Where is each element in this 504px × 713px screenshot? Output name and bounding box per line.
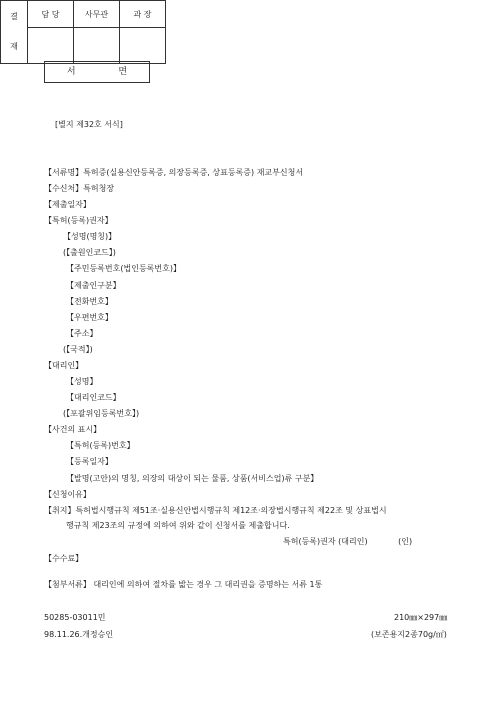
field-fee: 【수수료】: [44, 554, 84, 563]
footer-form-code: 50285-03011민: [44, 613, 106, 622]
field-postal-code: 【우편번호】: [66, 313, 113, 322]
field-patent-holder: 【특허(등록)권자】: [44, 216, 113, 225]
field-nationality: (【국적】): [63, 345, 93, 354]
approval-label-bottom: 재: [10, 42, 18, 51]
approval-sign-officer: [74, 28, 120, 64]
field-attachments: 【첨부서류】 대리인에 의하여 절차를 밟는 경우 그 대리권을 증명하는 서류 1통: [44, 580, 323, 589]
field-general-power-no: (【포괄위임등록번호】): [63, 409, 140, 418]
field-agent-code: 【대리인코드】: [66, 393, 121, 402]
field-address: 【주소】: [66, 329, 98, 338]
field-submission-date: 【제출일자】: [44, 200, 91, 209]
field-phone: 【전화번호】: [66, 297, 113, 306]
field-registration-date: 【등록일자】: [66, 457, 113, 466]
field-applicant-code: (【출원인코드】): [63, 248, 116, 257]
approval-sign-chief: [120, 28, 166, 64]
approval-label-top: 결: [10, 12, 18, 21]
approval-label: [1, 1, 28, 64]
footer-paper-type: (보존용지2종70g/㎡): [371, 630, 447, 639]
approval-col-officer: 사무관: [74, 1, 120, 28]
field-invention-title: 【발명(고안)의 명칭, 의장의 대상이 되는 물품, 상품(서비스업)류 구분】: [66, 474, 319, 483]
field-patent-number: 【특허(등록)번호】: [66, 441, 135, 450]
field-resident-number: 【주민등록번호(법인등록번호)】: [66, 264, 181, 273]
document-title: 서 면: [44, 61, 150, 83]
approval-stamp-table: [0, 0, 166, 64]
approval-col-chief: 과 장: [120, 1, 166, 28]
field-document-name: 【서류명】특허증(실용신안등록증, 의장등록증, 상표등록증) 재교부신청서: [44, 168, 304, 177]
field-case-indication: 【사건의 표시】: [44, 425, 102, 434]
approval-sign-staff: [28, 28, 74, 64]
field-purpose: 【취지】특허법시행규칙 제51조·실용신안법시행규칙 제12조·의장법시행규칙 제22조 및 상표법시: [44, 506, 387, 515]
field-agent: 【대리인】: [44, 361, 84, 370]
approval-col-staff: 담 당: [28, 1, 74, 28]
holder-signature-line: 특허(등록)권자 (대리인) (인): [283, 537, 413, 546]
field-reason: 【신청이유】: [44, 490, 91, 499]
footer-approval-date: 98.11.26.개정승인: [44, 630, 114, 639]
field-holder-name: 【성명(명칭)】: [63, 232, 117, 241]
field-purpose-cont: 행규칙 제23조의 규정에 의하여 위와 같이 신청서를 제출합니다.: [66, 521, 290, 530]
form-number: [별지 제32호 서식]: [55, 120, 123, 129]
field-agent-name: 【성명】: [66, 377, 98, 386]
field-submitter-type: 【제출인구분】: [66, 281, 121, 290]
field-recipient: 【수신처】특허청장: [44, 184, 115, 193]
footer-paper-size: 210㎜×297㎜: [394, 613, 448, 622]
